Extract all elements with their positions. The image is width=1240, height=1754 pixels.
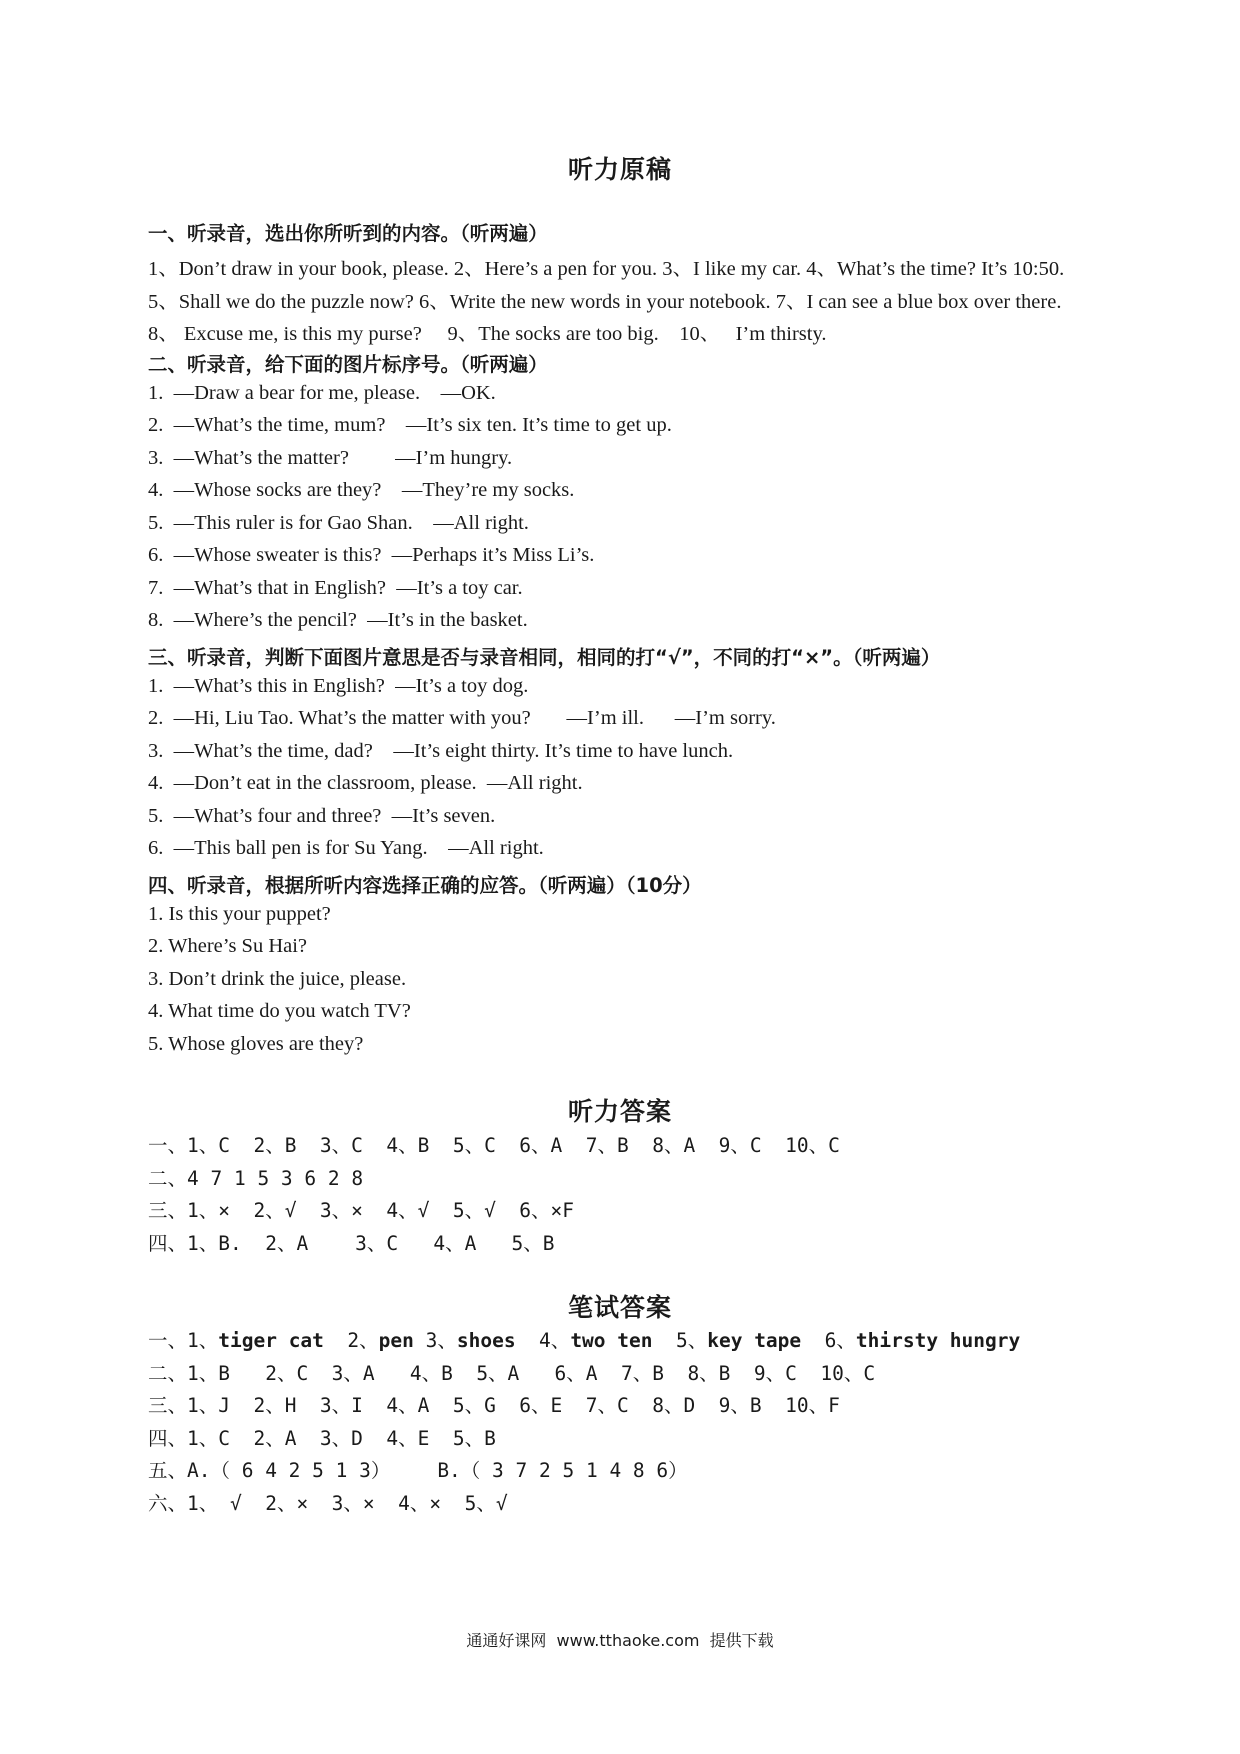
section-3-line: 1. —What’s this in English? —It’s a toy dog. <box>148 675 529 697</box>
answer-prefix: 4、 <box>515 1329 571 1352</box>
section-4-line: 5. Whose gloves are they? <box>148 1033 364 1055</box>
section-3-line: 5. —What’s four and three? —It’s seven. <box>148 805 496 827</box>
section-4-line: 3. Don’t drink the juice, please. <box>148 968 407 990</box>
section-2-line: 8. —Where’s the pencil? —It’s in the basket. <box>148 609 528 631</box>
section-2-heading: 二、听录音，给下面的图片标序号。（听两遍） <box>148 353 548 376</box>
section-2-line: 1. —Draw a bear for me, please. —OK. <box>148 382 496 404</box>
section-1-heading: 一、听录音，选出你所听到的内容。（听两遍） <box>148 222 548 245</box>
listening-answer-line: 三、1、× 2、√ 3、× 4、√ 5、√ 6、×F <box>148 1199 575 1222</box>
section-1-line: 8、 Excuse me, is this my purse? 9、The socks are too big. 10、 I’m thirsty. <box>148 323 827 345</box>
listening-answer-line: 四、1、B. 2、A 3、C 4、A 5、B <box>148 1232 555 1255</box>
section-4-line: 4. What time do you watch TV? <box>148 1000 411 1022</box>
listening-answer-line: 二、4 7 1 5 3 6 2 8 <box>148 1167 364 1190</box>
section-3-line: 6. —This ball pen is for Su Yang. —All right. <box>148 837 544 859</box>
footer-source: 通通好课网 www.tthaoke.com 提供下载 <box>466 1631 774 1650</box>
written-answer-line: 六、1、 √ 2、× 3、× 4、× 5、√ <box>148 1492 508 1515</box>
listening-script-title: 听力原稿 <box>567 155 672 184</box>
answer-word: shoes <box>456 1329 516 1352</box>
answer-word: key tape <box>707 1329 802 1352</box>
section-4-line: 1. Is this your puppet? <box>148 903 331 925</box>
answer-word: pen <box>378 1329 414 1352</box>
section-1-line: 1、Don’t draw in your book, please. 2、Here’s a pen for you. 3、I like my car. 4、What’s the time? It’s 10:50. <box>148 258 1065 280</box>
written-answer-line: 五、A.（ 6 4 2 5 1 3） B.（ 3 7 2 5 1 4 8 6） <box>148 1459 688 1482</box>
section-2-line: 7. —What’s that in English? —It’s a toy car. <box>148 577 523 599</box>
answer-word: two ten <box>570 1329 653 1352</box>
answer-prefix: 一、1、 <box>148 1329 219 1352</box>
section-3-line: 2. —Hi, Liu Tao. What’s the matter with you? —I’m ill. —I’m sorry. <box>148 707 776 729</box>
section-3-line: 3. —What’s the time, dad? —It’s eight thirty. It’s time to have lunch. <box>148 740 734 762</box>
section-2-line: 5. —This ruler is for Gao Shan. —All right. <box>148 512 529 534</box>
written-answer-line: 四、1、C 2、A 3、D 4、E 5、B <box>148 1427 496 1450</box>
answer-prefix: 2、 <box>323 1329 379 1352</box>
section-4-heading: 四、听录音，根据所听内容选择正确的应答。（听两遍）（10分） <box>148 874 702 897</box>
answer-word: thirsty hungry <box>855 1329 1021 1352</box>
listening-answer-line: 一、1、C 2、B 3、C 4、B 5、C 6、A 7、B 8、A 9、C 10、C <box>148 1134 840 1157</box>
listening-answers-title: 听力答案 <box>567 1097 672 1126</box>
section-4-line: 2. Where’s Su Hai? <box>148 935 308 957</box>
answer-prefix: 3、 <box>413 1329 457 1352</box>
answer-prefix: 6、 <box>801 1329 856 1352</box>
section-2-line: 2. —What’s the time, mum? —It’s six ten. It’s time to get up. <box>148 414 672 436</box>
answer-prefix: 5、 <box>652 1329 708 1352</box>
section-2-line: 3. —What’s the matter? —I’m hungry. <box>148 447 513 469</box>
written-answer-line: 三、1、J 2、H 3、I 4、A 5、G 6、E 7、C 8、D 9、B 10、F <box>148 1394 840 1417</box>
section-1-line: 5、Shall we do the puzzle now? 6、Write the new words in your notebook. 7、I can see a blue box over there. <box>148 291 1062 313</box>
section-2-line: 6. —Whose sweater is this? —Perhaps it’s Miss Li’s. <box>148 544 595 566</box>
section-3-line: 4. —Don’t eat in the classroom, please. —All right. <box>148 772 583 794</box>
written-answers-title: 笔试答案 <box>567 1293 672 1322</box>
written-answer-line-1 <box>148 1325 1020 1353</box>
section-3-heading: 三、听录音，判断下面图片意思是否与录音相同，相同的打“√”，不同的打“×”。（听两遍） <box>148 646 941 669</box>
section-2-line: 4. —Whose socks are they? —They’re my socks. <box>148 479 575 501</box>
written-answer-line: 二、1、B 2、C 3、A 4、B 5、A 6、A 7、B 8、B 9、C 10、C <box>148 1362 876 1385</box>
answer-word: tiger cat <box>218 1329 324 1352</box>
